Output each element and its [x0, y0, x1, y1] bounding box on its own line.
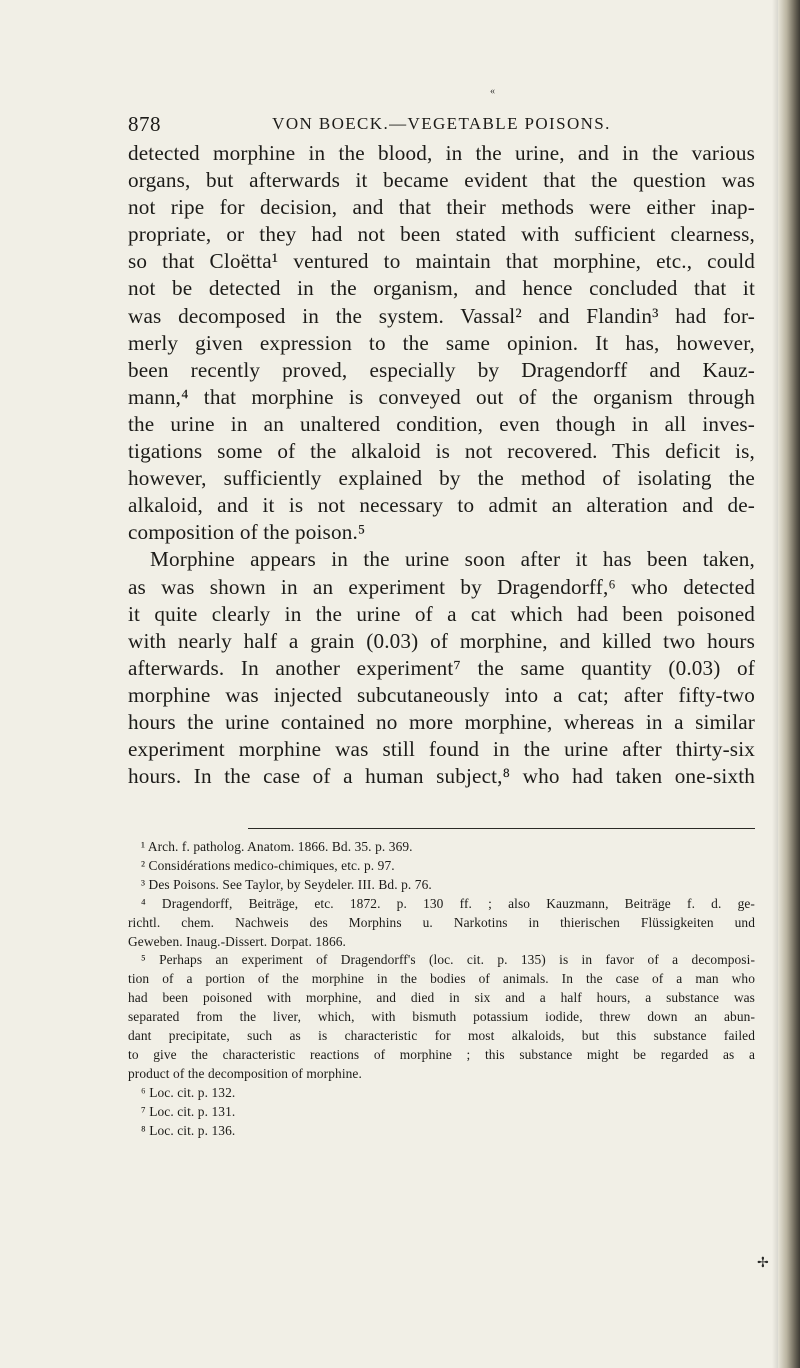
body-line: been recently proved, especially by Dragendorff and Kauz- [128, 357, 755, 382]
footnotes [128, 838, 755, 1141]
body-line: was decomposed in the system. Vassal² and Flandin³ had for- [128, 303, 755, 328]
footnote-line: ⁸ Loc. cit. p. 136. [141, 1122, 236, 1138]
body-line: so that Cloëtta¹ ventured to maintain that morphine, etc., could [128, 249, 755, 274]
body-line: not be detected in the organism, and hence concluded that it [128, 276, 755, 301]
footnote-line: ⁷ Loc. cit. p. 131. [141, 1103, 236, 1119]
body-line: afterwards. In another experiment⁷ the same quantity (0.03) of [128, 655, 755, 680]
body-line: mann,⁴ that morphine is conveyed out of the organism through [128, 384, 755, 409]
footnote-line: dant precipitate, such as is characteristic for most alkaloids, but this substance failed [128, 1028, 755, 1044]
footnote-line: richtl. chem. Nachweis des Morphins u. Narkotins in thierischen Flüssigkeiten und [128, 914, 755, 930]
body-line: it quite clearly in the urine of a cat which had been poisoned [128, 601, 755, 626]
body-line: detected morphine in the blood, in the urine, and in the various [128, 141, 755, 165]
footnote-line: ⁵ Perhaps an experiment of Dragendorff's (loc. cit. p. 135) is in favor of a decomposi- [141, 952, 755, 968]
footnote-line: ⁶ Loc. cit. p. 132. [141, 1084, 236, 1100]
body-line: experiment morphine was still found in the urine after thirty-six [128, 737, 755, 762]
body-line: alkaloid, and it is not necessary to admit an alteration and de- [128, 493, 755, 518]
body-line: with nearly half a grain (0.03) of morphine, and killed two hours [128, 628, 755, 653]
footnote-line: tion of a portion of the morphine in the bodies of animals. In the case of a man who [128, 971, 755, 987]
footnote-line: ³ Des Poisons. See Taylor, by Seydeler. III. Bd. p. 76. [141, 876, 432, 892]
stray-mark: « [490, 86, 495, 97]
body-line: as was shown in an experiment by Dragendorff,⁶ who detected [128, 574, 755, 599]
footnote-line: had been poisoned with morphine, and died in six and a half hours, a substance was [128, 990, 755, 1006]
footnote-rule [248, 828, 755, 829]
body-line: merly given expression to the same opinion. It has, however, [128, 330, 755, 355]
body-line: Morphine appears in the urine soon after it has been taken, [150, 547, 755, 572]
footnote-line: ² Considérations medico-chimiques, etc. p. 97. [141, 857, 395, 873]
running-head: VON BOECK.—VEGETABLE POISONS. [272, 114, 611, 133]
body-line: the urine in an unaltered condition, even though in all inves- [128, 411, 755, 436]
body-line: however, sufficiently explained by the method of isolating the [128, 466, 755, 491]
footnote-line: to give the characteristic reactions of morphine ; this substance might be regarded as a [128, 1046, 755, 1062]
bottom-mark: ✢ [757, 1256, 769, 1271]
footnote-line: product of the decomposition of morphine. [128, 1065, 362, 1081]
body-line: organs, but afterwards it became evident that the question was [128, 168, 755, 193]
body-line: not ripe for decision, and that their methods were either inap- [128, 195, 755, 220]
body-line: composition of the poison.⁵ [128, 520, 366, 545]
body-line: hours the urine contained no more morphine, whereas in a similar [128, 709, 755, 734]
footnote-line: separated from the liver, which, with bismuth potassium iodide, threw down an abun- [128, 1009, 755, 1025]
body-line: propriate, or they had not been stated with sufficient clearness, [128, 222, 755, 247]
body-line: hours. In the case of a human subject,⁸ who had taken one-sixth [128, 764, 755, 789]
page-number: 878 [128, 112, 161, 136]
footnote-line: ⁴ Dragendorff, Beiträge, etc. 1872. p. 130 ff. ; also Kauzmann, Beiträge f. d. ge- [141, 895, 755, 911]
footnote-line: Geweben. Inaug.-Dissert. Dorpat. 1866. [128, 933, 346, 949]
footnote-line: ¹ Arch. f. patholog. Anatom. 1866. Bd. 35. p. 369. [141, 839, 413, 854]
body-line: tigations some of the alkaloid is not recovered. This deficit is, [128, 439, 755, 464]
page-edge [778, 0, 800, 1368]
body-line: morphine was injected subcutaneously into a cat; after fifty-two [128, 682, 755, 707]
page-header [128, 112, 755, 136]
body-text [128, 140, 755, 790]
